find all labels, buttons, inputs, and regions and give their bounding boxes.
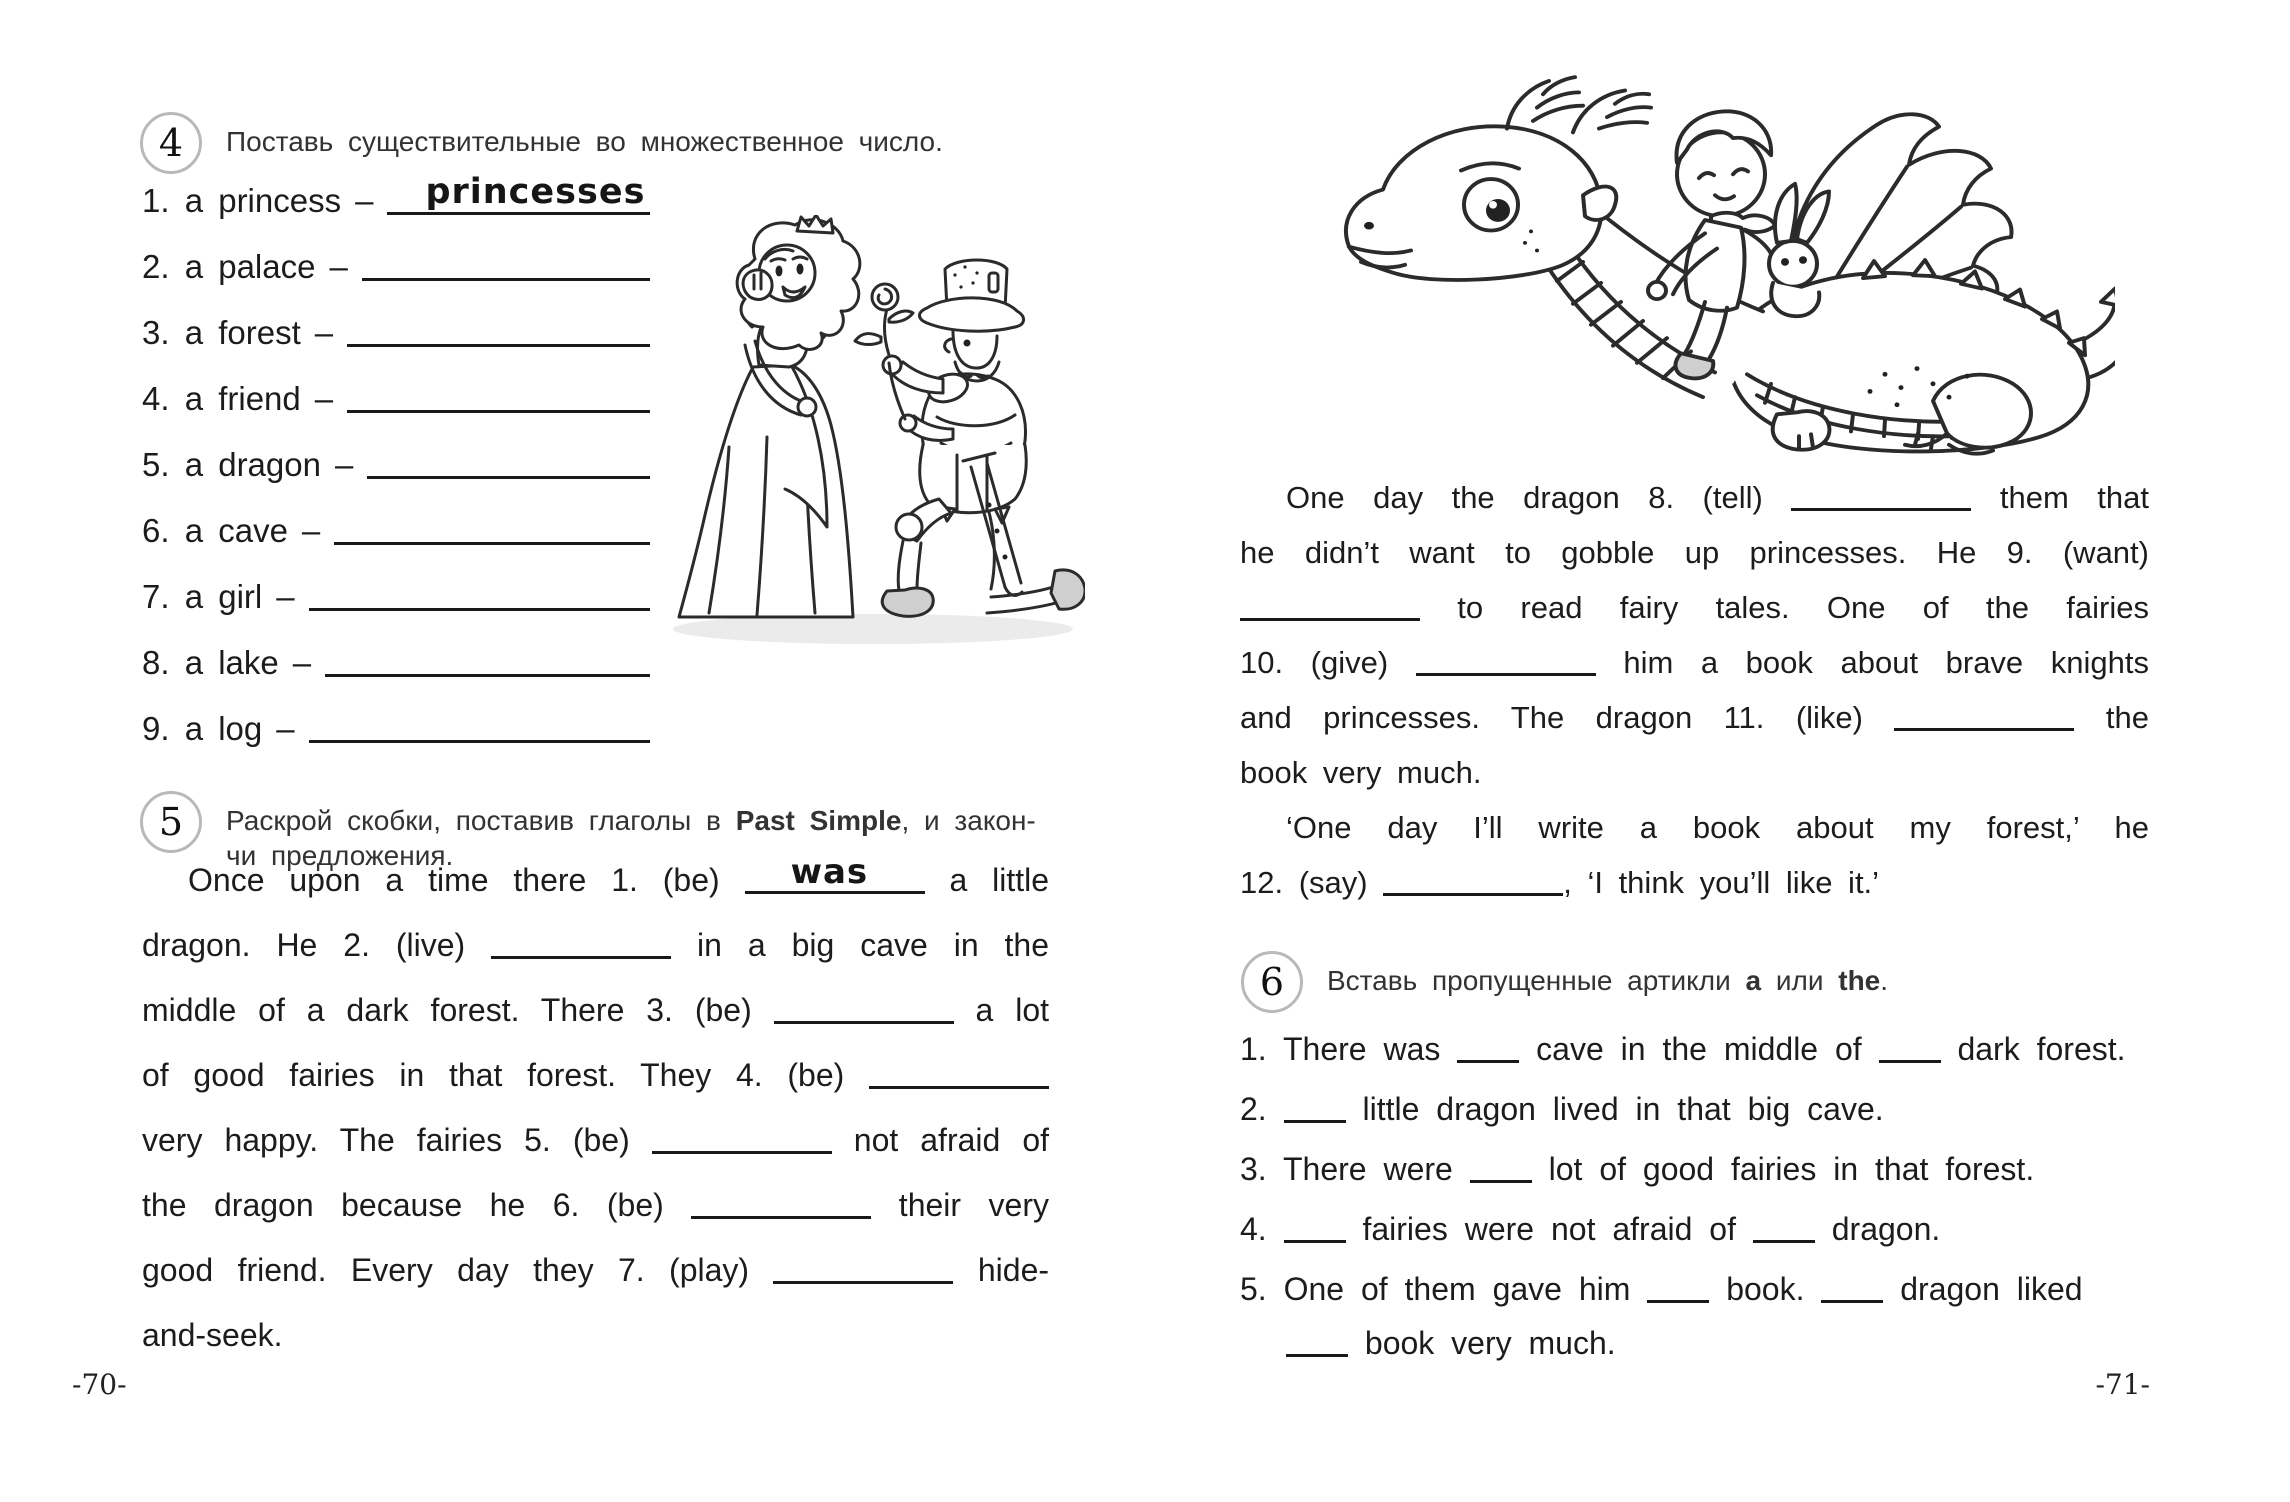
text-segment: lot of good fairies in that forest. xyxy=(1548,1151,2035,1187)
answer-blank xyxy=(325,630,650,677)
dash: – xyxy=(314,314,334,351)
exercise-5-badge: 5 xyxy=(140,791,202,853)
page-number-right: -71- xyxy=(2095,1368,2150,1401)
exercise-6-badge: 6 xyxy=(1241,951,1303,1013)
text-segment: in a big cave in the xyxy=(697,927,1050,963)
text-segment: the dragon because he 6. (be) xyxy=(142,1187,664,1223)
text-segment: cave in the middle of xyxy=(1536,1031,1862,1067)
text-line xyxy=(1240,800,2149,855)
dash: – xyxy=(292,644,312,681)
exercise-4-badge: 4 xyxy=(140,112,202,174)
page-number-left: -70- xyxy=(72,1368,127,1401)
text-segment: very happy. The fairies 5. (be) xyxy=(142,1122,630,1158)
text-line xyxy=(1240,635,2149,690)
answer-blank xyxy=(1286,1324,1348,1357)
text-segment: and princesses. The dragon 11. (like) xyxy=(1240,700,1863,735)
noun-list-item xyxy=(142,420,650,486)
text-line xyxy=(1240,855,2149,910)
answer-blank xyxy=(1791,478,1971,511)
answer-blank xyxy=(309,696,650,743)
text-segment: a little xyxy=(949,862,1050,898)
story-paragraph-left xyxy=(142,848,1049,1368)
text-segment: a xyxy=(1745,965,1762,996)
text-line xyxy=(1327,963,1888,998)
dragon-rider-illustration xyxy=(1285,60,2115,460)
answer-blank xyxy=(334,498,650,545)
text-line xyxy=(142,1043,1049,1108)
answer-blank xyxy=(309,564,650,611)
dash: – xyxy=(355,182,374,219)
answer-blank xyxy=(691,1186,871,1219)
text-line xyxy=(142,1303,1049,1368)
answer-blank xyxy=(1879,1030,1941,1063)
text-line xyxy=(1240,580,2149,635)
story-paragraph-right xyxy=(1240,470,2149,910)
text-segment: . xyxy=(1880,965,1889,996)
text-segment: Вставь пропущенные артикли xyxy=(1327,965,1731,996)
text-line xyxy=(142,848,1049,913)
dash: – xyxy=(301,512,321,549)
answer-blank xyxy=(387,168,650,215)
text-segment: Once upon a time there 1. (be) xyxy=(188,862,720,898)
text-line xyxy=(226,803,1036,838)
answer-blank xyxy=(1894,698,2074,731)
text-segment: 1. There was xyxy=(1240,1031,1441,1067)
text-segment: him a book about brave knights xyxy=(1623,645,2149,680)
noun-label: 5. a dragon xyxy=(142,446,321,483)
text-segment: middle of a dark forest. There 3. (be) xyxy=(142,992,752,1028)
exercise-6-header xyxy=(1241,951,2181,1013)
noun-list-item xyxy=(142,354,650,420)
text-segment: ‘One day I’ll write a book about my forest,’ he xyxy=(1286,810,2149,845)
answer-blank xyxy=(774,991,954,1024)
noun-list-item xyxy=(142,618,650,684)
text-line xyxy=(142,1173,1049,1238)
noun-label: 4. a friend xyxy=(142,380,301,417)
noun-list-item xyxy=(142,288,650,354)
noun-list-item xyxy=(142,684,650,750)
text-segment: 3. There were xyxy=(1240,1151,1453,1187)
text-segment: , ‘I think you’ll like it.’ xyxy=(1563,865,1880,900)
answer-blank xyxy=(1284,1090,1346,1123)
text-segment: , и закон- xyxy=(901,805,1036,836)
text-segment: 10. (give) xyxy=(1240,645,1389,680)
text-line xyxy=(142,1238,1049,1303)
answer-blank xyxy=(347,366,650,413)
text-segment: One day the dragon 8. (tell) xyxy=(1286,480,1763,515)
text-segment: the xyxy=(2105,700,2149,735)
answer-blank xyxy=(652,1121,832,1154)
noun-list xyxy=(142,156,650,750)
text-segment: to read fairy tales. One of the fairies xyxy=(1457,590,2149,625)
answer-blank xyxy=(1383,863,1563,896)
answer-blank xyxy=(745,852,925,894)
text-line xyxy=(1240,690,2149,745)
text-segment: 4. xyxy=(1240,1211,1267,1247)
text-line xyxy=(1240,470,2149,525)
text-segment: Past Simple xyxy=(735,805,902,836)
dash: – xyxy=(276,710,295,747)
text-segment: their very xyxy=(898,1187,1049,1223)
noun-label: 3. a forest xyxy=(142,314,301,351)
dash: – xyxy=(329,248,348,285)
text-line xyxy=(142,913,1049,978)
text-line xyxy=(1240,1079,2180,1139)
handwritten-answer: princesses xyxy=(425,172,646,212)
answer-blank xyxy=(869,1056,1049,1089)
text-segment: book. xyxy=(1726,1271,1805,1307)
answer-blank xyxy=(1753,1210,1815,1243)
handwritten-answer: was xyxy=(790,852,869,892)
text-line xyxy=(1240,1019,2180,1079)
text-segment: a lot xyxy=(975,992,1050,1028)
princess-knight-illustration xyxy=(655,215,1085,655)
text-segment: and-seek. xyxy=(142,1317,283,1353)
text-segment: dragon. He 2. (live) xyxy=(142,927,466,963)
text-line xyxy=(142,1108,1049,1173)
text-segment: или xyxy=(1775,965,1824,996)
text-line xyxy=(1240,1319,2180,1367)
exercise-6-instruction xyxy=(1327,951,1888,998)
text-segment: fairies were not afraid of xyxy=(1362,1211,1736,1247)
text-segment: 2. xyxy=(1240,1091,1267,1127)
answer-blank xyxy=(367,432,650,479)
answer-blank xyxy=(362,234,650,281)
answer-blank xyxy=(1821,1270,1883,1303)
text-line xyxy=(142,978,1049,1043)
text-segment: good friend. Every day they 7. (play) xyxy=(142,1252,750,1288)
noun-label: 1. a princess xyxy=(142,182,342,219)
answer-blank xyxy=(1470,1150,1532,1183)
noun-list-item xyxy=(142,156,650,222)
article-items-list xyxy=(1240,1019,2180,1367)
answer-blank xyxy=(1240,588,1420,621)
text-segment: Раскрой скобки, поставив глаголы в xyxy=(226,805,721,836)
text-segment: dark forest. xyxy=(1957,1031,2126,1067)
text-segment: not afraid of xyxy=(853,1122,1050,1158)
text-segment: of good fairies in that forest. They 4. (be) xyxy=(142,1057,845,1093)
noun-label: 7. a girl xyxy=(142,578,263,615)
dash: – xyxy=(314,380,334,417)
noun-label: 9. a log xyxy=(142,710,263,747)
text-segment: little dragon lived in that big cave. xyxy=(1362,1091,1884,1127)
answer-blank xyxy=(1284,1210,1346,1243)
text-segment: the xyxy=(1838,965,1881,996)
dash: – xyxy=(276,578,295,615)
noun-label: 2. a palace xyxy=(142,248,316,285)
dash: – xyxy=(334,446,354,483)
answer-blank xyxy=(1416,643,1596,676)
noun-list-item xyxy=(142,486,650,552)
text-segment: dragon. xyxy=(1831,1211,1941,1247)
text-line xyxy=(1240,1139,2180,1199)
answer-blank xyxy=(347,300,650,347)
text-segment: them that xyxy=(1999,480,2150,515)
text-segment: чи предложения. xyxy=(226,840,454,871)
text-segment: 5. One of them gave him xyxy=(1240,1271,1631,1307)
text-segment: 12. (say) xyxy=(1240,865,1368,900)
noun-list-item xyxy=(142,222,650,288)
answer-blank xyxy=(1457,1030,1519,1063)
answer-blank xyxy=(491,926,671,959)
text-segment: hide- xyxy=(977,1252,1050,1288)
text-line xyxy=(1240,1199,2180,1259)
answer-blank xyxy=(1647,1270,1709,1303)
text-segment: book very much. xyxy=(1364,1325,1616,1361)
text-segment: dragon liked xyxy=(1900,1271,2083,1307)
exercise-4-instruction: Поставь существительные во множественное число. xyxy=(226,126,943,157)
noun-label: 8. a lake xyxy=(142,644,279,681)
noun-list-item xyxy=(142,552,650,618)
text-line xyxy=(1240,1259,2180,1319)
text-line xyxy=(1240,745,2149,800)
text-segment: book very much. xyxy=(1240,755,1482,790)
text-line xyxy=(1240,525,2149,580)
text-segment: he didn’t want to gobble up princesses. He 9. (want) xyxy=(1240,535,2149,570)
answer-blank xyxy=(773,1251,953,1284)
noun-label: 6. a cave xyxy=(142,512,288,549)
